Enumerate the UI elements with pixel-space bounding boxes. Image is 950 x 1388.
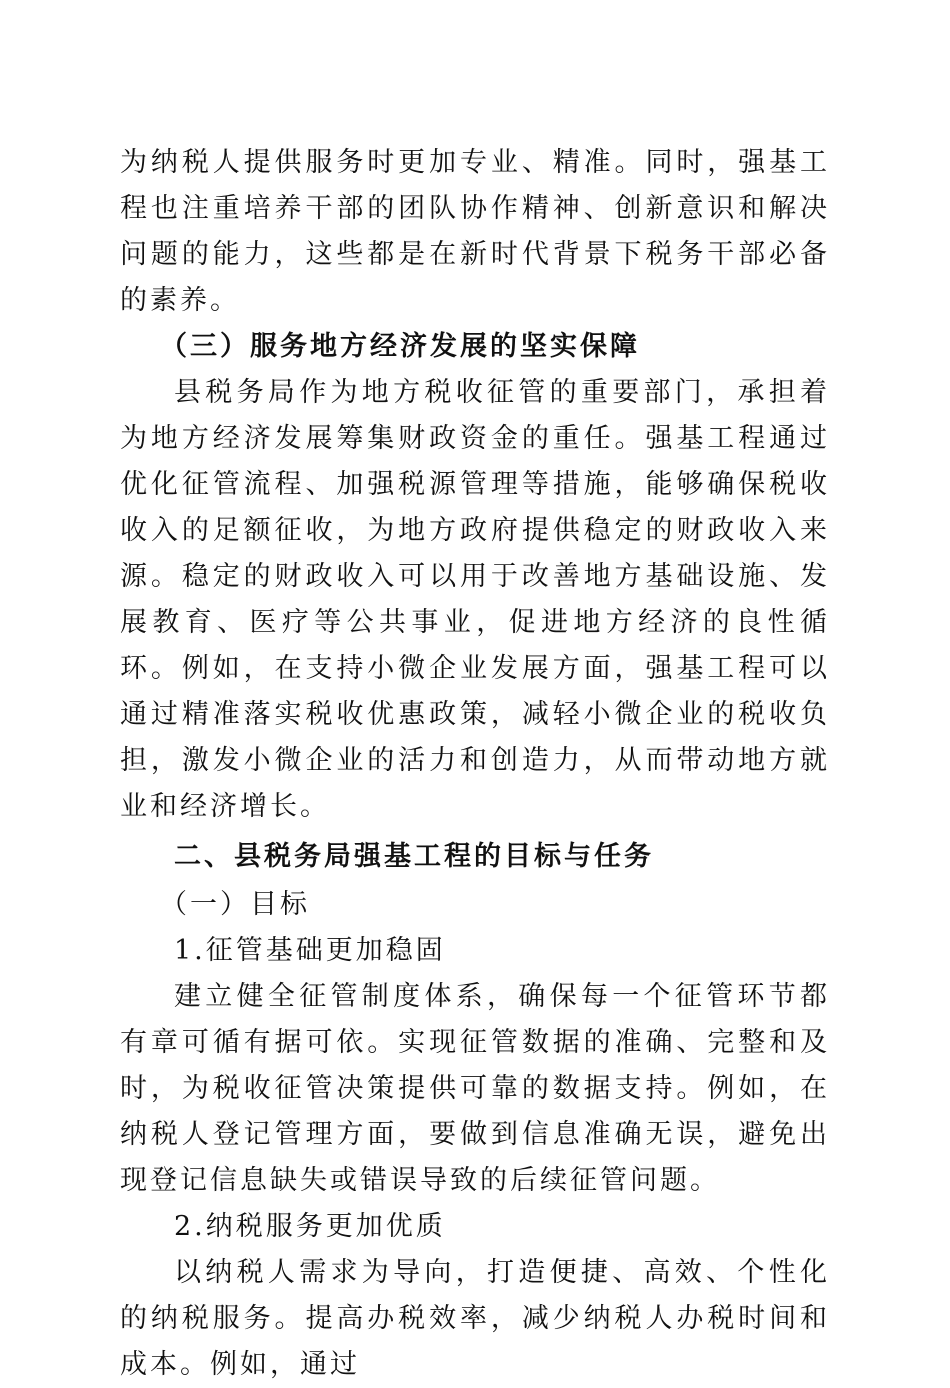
paragraph-local-economy: 县税务局作为地方税收征管的重要部门，承担着为地方经济发展筹集财政资金的重任。强基工程通过优化征管流程、加强税源管理等措施，能够确保税收收入的足额征收，为地方政府提供稳定的财政收入来源。稳定的财政收入可以用于改善地方基础设施、发展教育、医疗等公共事业，促进地方经济的良性循环。例如，在支持小微企业发展方面，强基工程可以通过精准落实税收优惠政策，减轻小微企业的税收负担，激发小微企业的活力和创造力，从而带动地方就业和经济增长。 bbox=[120, 377, 830, 822]
paragraph-collection-foundation: 建立健全征管制度体系，确保每一个征管环节都有章可循有据可依。实现征管数据的准确、完整和及时，为税收征管决策提供可靠的数据支持。例如，在纳税人登记管理方面，要做到信息准确无误，避免出现登记信息缺失或错误导致的后续征管问题。 bbox=[120, 981, 830, 1196]
item-heading-collection-foundation: 1.征管基础更加稳固 bbox=[174, 935, 446, 966]
item-heading-taxpayer-service: 2.纳税服务更加优质 bbox=[174, 1211, 446, 1242]
document-body bbox=[120, 140, 830, 1388]
paragraph-taxpayer-service: 以纳税人需求为导向，打造便捷、高效、个性化的纳税服务。提高办税效率，减少纳税人办税时间和成本。例如，通过 bbox=[120, 1257, 830, 1380]
subheading-section-three: （三）服务地方经济发展的坚实保障 bbox=[160, 331, 640, 362]
heading-goals-and-tasks: 二、县税务局强基工程的目标与任务 bbox=[174, 841, 654, 872]
subheading-goals: （一）目标 bbox=[160, 889, 310, 920]
paragraph-continuation: 为纳税人提供服务时更加专业、精准。同时，强基工程也注重培养干部的团队协作精神、创新意识和解决问题的能力，这些都是在新时代背景下税务干部必备的素养。 bbox=[120, 147, 830, 316]
